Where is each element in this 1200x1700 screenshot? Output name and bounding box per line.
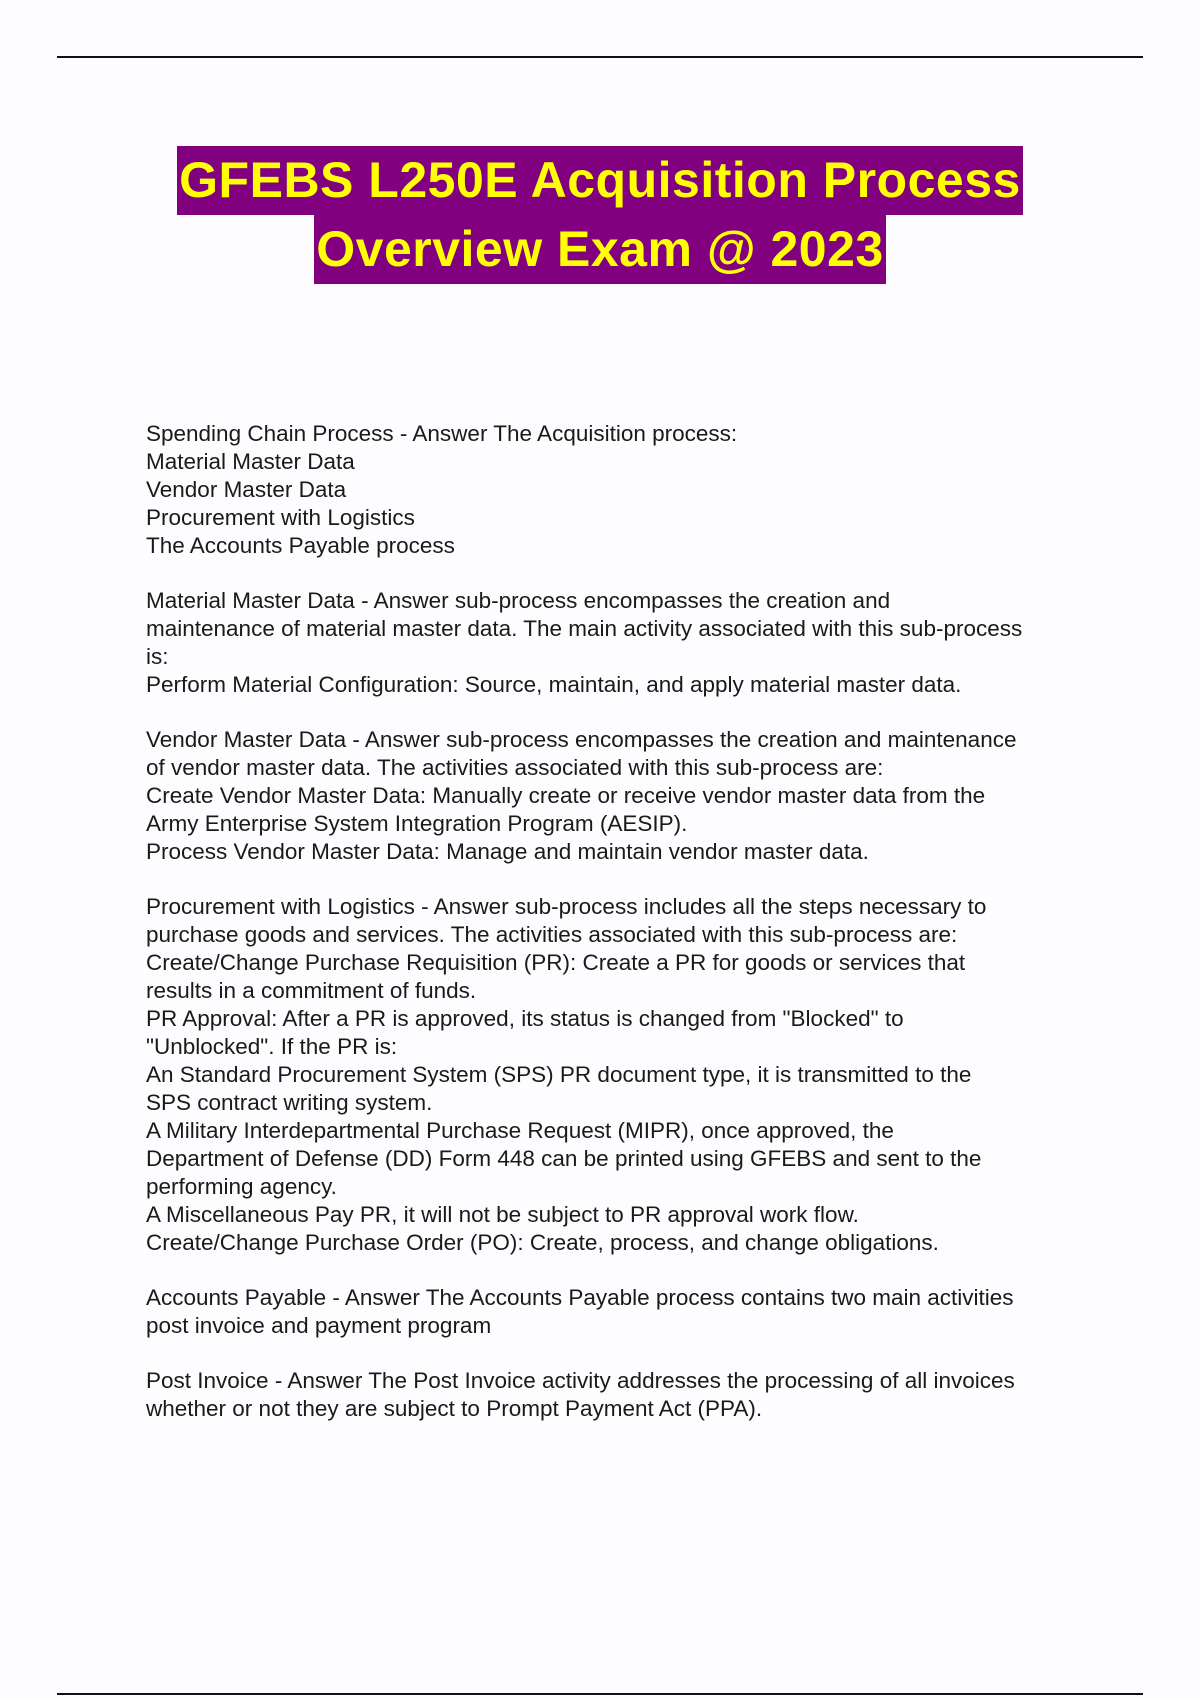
text-line: Accounts Payable - Answer The Accounts Payable process contains two main activities xyxy=(146,1285,1014,1310)
text-line: Procurement with Logistics - Answer sub-process includes all the steps necessary to xyxy=(146,894,987,919)
qa-entry-post-invoice xyxy=(146,1367,1096,1423)
text-line: PR Approval: After a PR is approved, its status is changed from "Blocked" to xyxy=(146,1006,904,1031)
text-line: Vendor Master Data - Answer sub-process encompasses the creation and maintenance xyxy=(146,727,1017,752)
text-line: Perform Material Configuration: Source, maintain, and apply material master data. xyxy=(146,672,962,697)
text-line: Department of Defense (DD) Form 448 can be printed using GFEBS and sent to the xyxy=(146,1146,982,1171)
qa-entry-procurement xyxy=(146,893,1096,1257)
qa-entry-vendor-master xyxy=(146,726,1096,866)
text-line: of vendor master data. The activities associated with this sub-process are: xyxy=(146,755,884,780)
text-line: An Standard Procurement System (SPS) PR document type, it is transmitted to the xyxy=(146,1062,972,1087)
qa-entry-accounts-payable xyxy=(146,1284,1096,1340)
qa-entry-material-master xyxy=(146,587,1096,699)
title-line-1: GFEBS L250E Acquisition Process xyxy=(177,146,1023,215)
text-line: The Accounts Payable process xyxy=(146,533,455,558)
text-line: performing agency. xyxy=(146,1174,337,1199)
text-line: Army Enterprise System Integration Program (AESIP). xyxy=(146,811,688,836)
text-line: post invoice and payment program xyxy=(146,1313,492,1338)
text-line: Create/Change Purchase Order (PO): Create, process, and change obligations. xyxy=(146,1230,939,1255)
text-line: Process Vendor Master Data: Manage and maintain vendor master data. xyxy=(146,839,869,864)
text-line: results in a commitment of funds. xyxy=(146,978,477,1003)
text-line: Vendor Master Data xyxy=(146,477,347,502)
text-line: whether or not they are subject to Prompt Payment Act (PPA). xyxy=(146,1396,763,1421)
text-line: Create/Change Purchase Requisition (PR): Create a PR for goods or services that xyxy=(146,950,966,975)
qa-entry-spending-chain xyxy=(146,420,1096,560)
text-line: Create Vendor Master Data: Manually create or receive vendor master data from the xyxy=(146,783,986,808)
text-line: "Unblocked". If the PR is: xyxy=(146,1034,398,1059)
title-line-2: Overview Exam @ 2023 xyxy=(314,215,885,284)
text-line: purchase goods and services. The activities associated with this sub-process are: xyxy=(146,922,958,947)
document-title xyxy=(0,146,1200,284)
text-line: maintenance of material master data. The main activity associated with this sub-process xyxy=(146,616,1023,641)
text-line: Procurement with Logistics xyxy=(146,505,415,530)
text-line: A Miscellaneous Pay PR, it will not be subject to PR approval work flow. xyxy=(146,1202,859,1227)
text-line: Spending Chain Process - Answer The Acquisition process: xyxy=(146,421,738,446)
text-line: Material Master Data xyxy=(146,449,355,474)
top-rule xyxy=(57,56,1143,58)
text-line: is: xyxy=(146,644,169,669)
text-line: A Military Interdepartmental Purchase Request (MIPR), once approved, the xyxy=(146,1118,894,1143)
text-line: Material Master Data - Answer sub-process encompasses the creation and xyxy=(146,588,891,613)
text-line: Post Invoice - Answer The Post Invoice activity addresses the processing of all invoices xyxy=(146,1368,1015,1393)
text-line: SPS contract writing system. xyxy=(146,1090,433,1115)
bottom-rule xyxy=(57,1693,1143,1695)
document-body xyxy=(146,420,1096,1450)
